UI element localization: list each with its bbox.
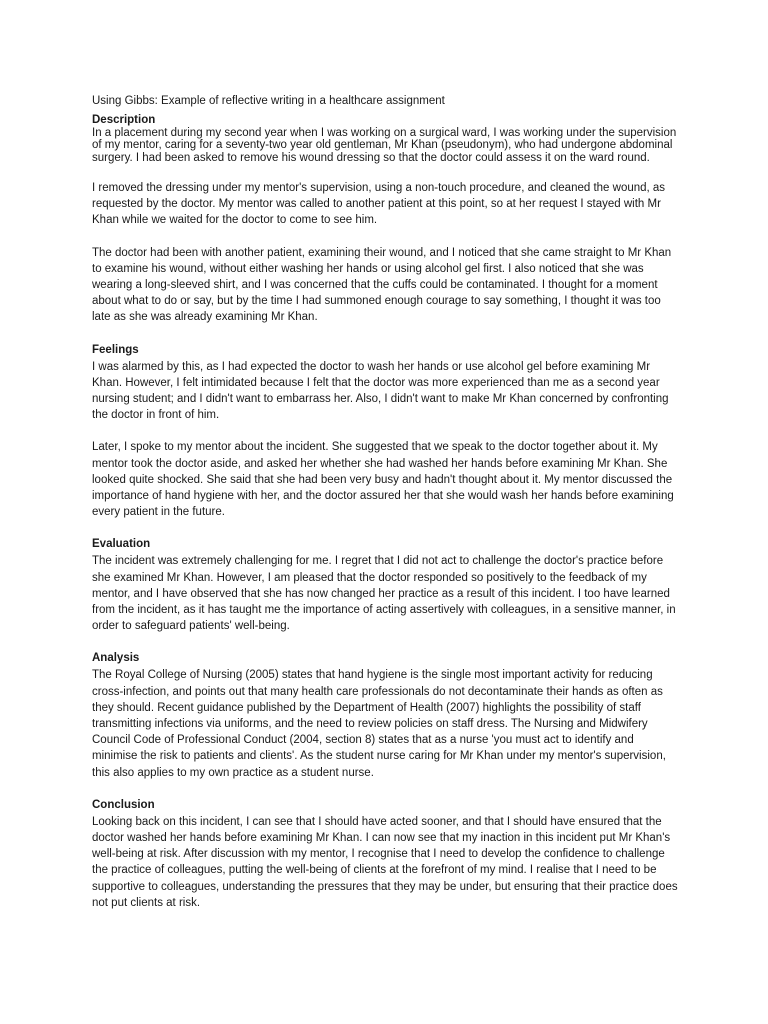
section-heading-feelings: Feelings	[92, 343, 139, 356]
feelings-paragraph-2: Later, I spoke to my mentor about the incident. She suggested that we speak to the doctor together about it. My mentor took the doctor aside, and asked her whether she had washed her hands before examining Mr Khan. She looked quite shocked. She said that she had been very busy and hadn't thought about it. My mentor discussed the importance of hand hygiene with her, and the doctor assured her that she would wash her hands before examining every patient in the future.	[92, 441, 674, 519]
description-paragraph-2: I removed the dressing under my mentor's supervision, using a non-touch procedure, and cleaned the wound, as requested by the doctor. My mentor was called to another patient at this point, so at her request I stayed with Mr Khan while we waited for the doctor to come to see him.	[92, 181, 666, 227]
document-page	[92, 94, 682, 911]
section-heading-evaluation: Evaluation	[92, 538, 151, 551]
description-paragraph-3: The doctor had been with another patient, examining their wound, and I noticed that she came straight to Mr Khan to examine his wound, without either washing her hands or using alcohol gel first. I also noticed that she was wearing a long-sleeved shirt, and I was concerned that the cuffs could be contaminated. I thought for a moment about what to do or say, but by the time I had summoned enough courage to say something, I thought it was too late as she was already examining Mr Khan.	[92, 246, 672, 324]
description-paragraph-1: In a placement during my second year when I was working on a surgical ward, I was working under the supervision of my mentor, caring for a seventy-two year old gentleman, Mr Khan (pseudonym), who had undergone abdominal surgery. I had been asked to remove his wound dressing so that the doctor could assess it on the ward round.	[92, 127, 677, 164]
section-heading-analysis: Analysis	[92, 652, 140, 665]
evaluation-paragraph-1: The incident was extremely challenging for me. I regret that I did not act to challenge the doctor's practice before she examined Mr Khan. However, I am pleased that the doctor responded so positively to the feedback of my mentor, and I have observed that she has now changed her practice as a result of this incident. I too have learned from the incident, as it has taught me the importance of acting assertively with colleagues, in a sensitive manner, in order to safeguard patients' well-being.	[92, 555, 676, 633]
feelings-paragraph-1: I was alarmed by this, as I had expected the doctor to wash her hands or use alcohol gel before examining Mr Khan. However, I felt intimidated because I felt that the doctor was more experienced than me as a second year nursing student; and I didn't want to embarrass her. Also, I didn't want to make Mr Khan concerned by confronting the doctor in front of him.	[92, 360, 669, 422]
conclusion-paragraph-1: Looking back on this incident, I can see that I should have acted sooner, and that I should have ensured that the doctor washed her hands before examining Mr Khan. I can now see that my inaction in this incident put Mr Khan's well-being at risk. After discussion with my mentor, I recognise that I need to develop the confidence to challenge the practice of colleagues, putting the well-being of clients at the forefront of my mind. I realise that I need to be supportive to colleagues, understanding the pressures that they may be under, but ensuring that their practice does not put clients at risk.	[92, 815, 678, 909]
analysis-paragraph-1: The Royal College of Nursing (2005) states that hand hygiene is the single most important activity for reducing cross-infection, and points out that many health care professionals do not decontaminate their hands as often as they should. Recent guidance published by the Department of Health (2007) highlights the possibility of staff transmitting infections via uniforms, and the need to review policies on staff dress. The Nursing and Midwifery Council Code of Professional Conduct (2004, section 8) states that as a nurse 'you must act to identify and minimise the risk to patients and clients'. As the student nurse caring for Mr Khan under my mentor's supervision, this also applies to my own practice as a student nurse.	[92, 669, 666, 779]
section-heading-description: Description	[92, 114, 156, 126]
document-title: Using Gibbs: Example of reflective writing in a healthcare assignment	[92, 95, 445, 107]
section-heading-conclusion: Conclusion	[92, 798, 155, 811]
